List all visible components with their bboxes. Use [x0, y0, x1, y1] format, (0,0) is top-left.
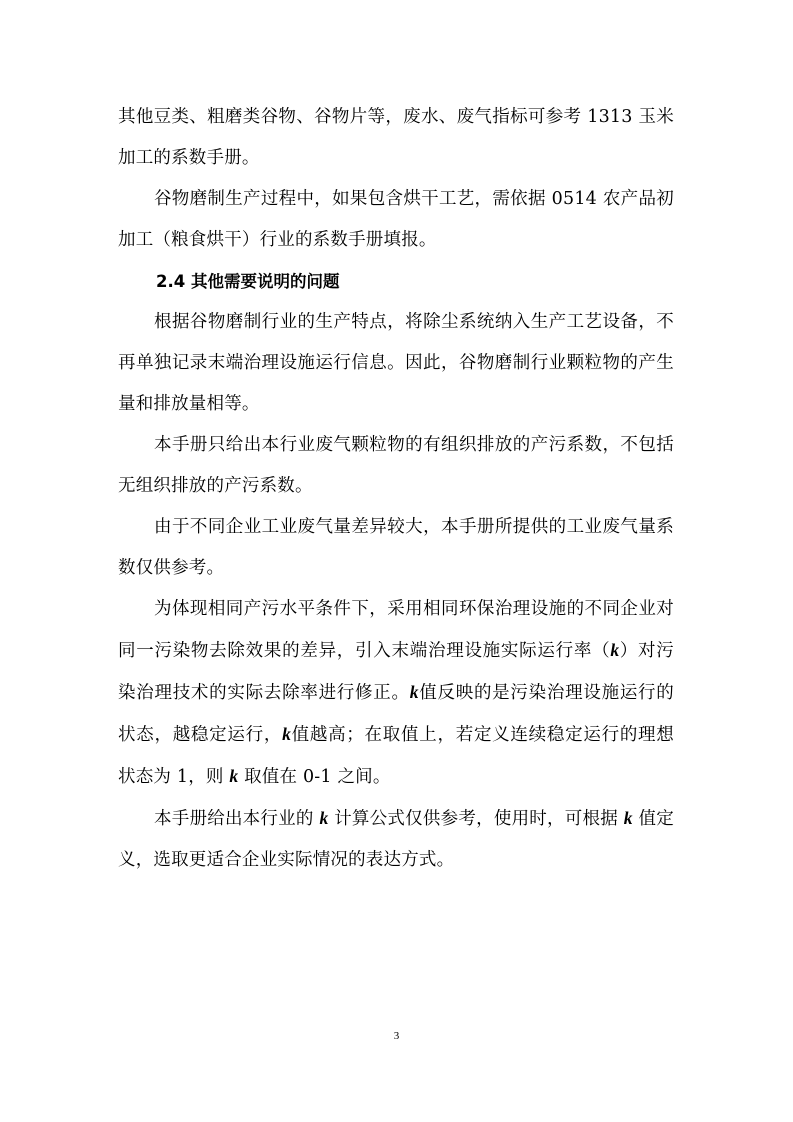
k-variable: k: [610, 640, 620, 660]
page-content: [118, 97, 674, 881]
k-variable: k: [282, 724, 292, 744]
paragraph-5: 由于不同企业工业废气量差异较大，本手册所提供的工业废气量系数仅供参考。: [118, 517, 674, 578]
k-variable: k: [229, 766, 239, 786]
paragraph-7-text-c: 值定义，选取更适合企业实际情况的表达方式。: [118, 809, 674, 870]
paragraph-7-text-b: 计算公式仅供参考，使用时，可根据: [328, 809, 624, 829]
paragraph-7-text-a: 本手册给出本行业的: [154, 809, 320, 829]
k-variable: k: [623, 808, 633, 828]
paragraph-6: [118, 589, 674, 798]
paragraph-7: [118, 798, 674, 881]
paragraph-1: 其他豆类、粗磨类谷物、谷物片等，废水、废气指标可参考 1313 玉米加工的系数手册。: [118, 107, 674, 168]
paragraph-2: 谷物磨制生产过程中，如果包含烘干工艺，需依据 0514 农产品初加工（粮食烘干）行业的系数手册填报。: [118, 189, 674, 250]
paragraph-6-text-d: 值越高；在取值上，若定义连续稳定运行的理想状态为 1，则: [118, 725, 674, 787]
page-number: 3: [393, 1030, 400, 1042]
paragraph-6-text-e: 取值在 0-1 之间。: [238, 767, 391, 787]
k-variable: k: [319, 808, 329, 828]
paragraph-4: 本手册只给出本行业废气颗粒物的有组织排放的产污系数，不包括无组织排放的产污系数。: [118, 435, 674, 496]
paragraph-6-text-a: 为体现相同产污水平条件下，采用相同环保治理设施的不同企业对同一污染物去除效果的差异，引入末端治理设施实际运行率（: [118, 599, 674, 661]
paragraph-6-text-c: 值反映的是污染治理设施运行的状态，越稳定运行，: [118, 683, 674, 745]
paragraph-6-text-b: ）对污染治理技术的实际去除率进行修正。: [118, 641, 674, 703]
paragraph-3: 根据谷物磨制行业的生产特点，将除尘系统纳入生产工艺设备，不再单独记录末端治理设施运行信息。因此，谷物磨制行业颗粒物的产生量和排放量相等。: [118, 312, 674, 414]
k-variable: k: [409, 682, 419, 702]
section-heading: 2.4 其他需要说明的问题: [156, 272, 340, 291]
